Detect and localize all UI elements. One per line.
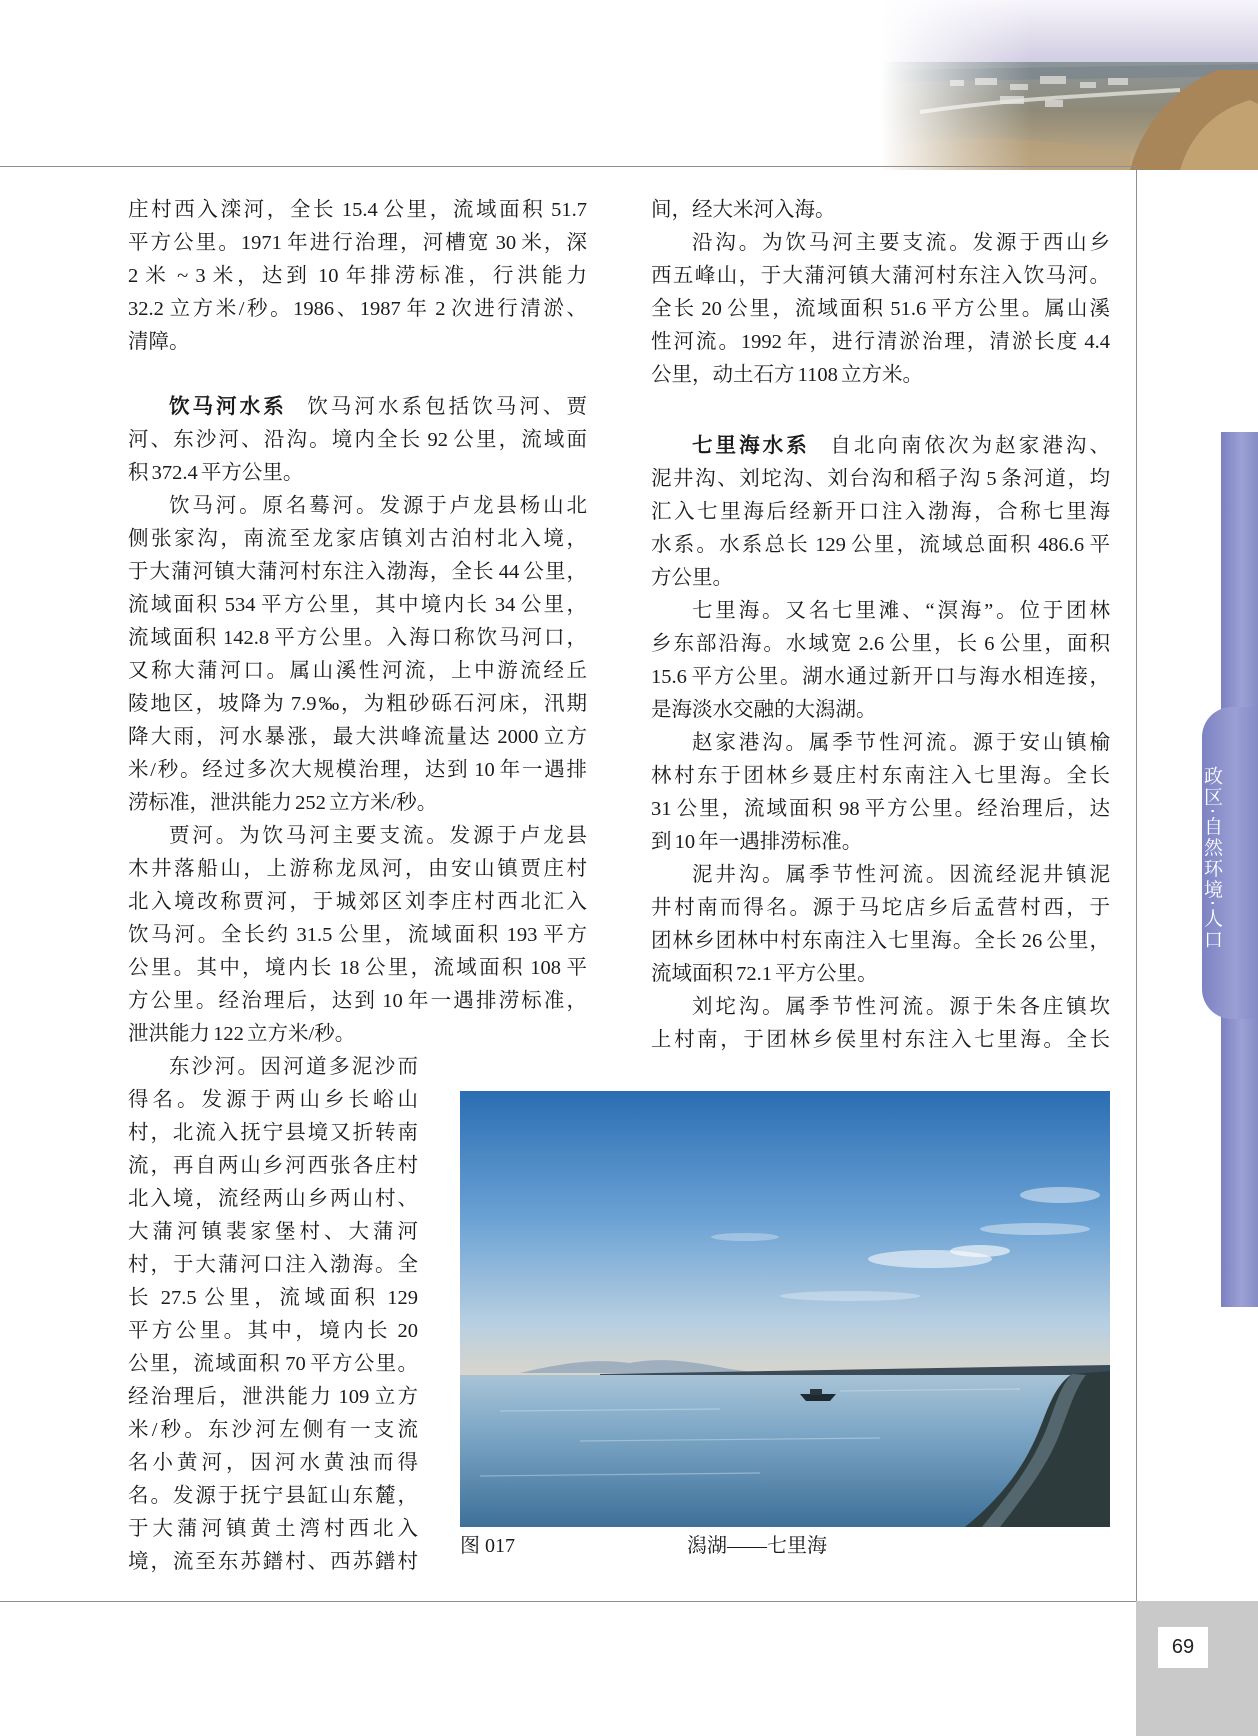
text-line: 方公里。 — [651, 567, 733, 589]
text-line: 流，再自两山乡河西张各庄村 — [128, 1155, 418, 1177]
text-line: 河、东沙河、沿沟。境内全长 92 公里，流域面 — [128, 429, 587, 451]
header-sky — [880, 0, 1258, 72]
text-line: 全长 20 公里，流域面积 51.6 平方公里。属山溪 — [651, 298, 1110, 320]
text-line: 木井落船山，上游称龙凤河，由安山镇贾庄村 — [128, 858, 587, 880]
text-line: 31 公里，流域面积 98 平方公里。经治理后，达 — [651, 798, 1110, 820]
text-line: 陵地区，坡降为 7.9‰，为粗砂砾石河床，汛期 — [128, 693, 587, 715]
text-line: 林村东于团林乡聂庄村东南注入七里海。全长 — [651, 765, 1110, 787]
section-intro-text: 饮马河水系包括饮马河、贾 — [307, 396, 587, 418]
text-line: 公里，流域面积 70 平方公里。 — [128, 1353, 418, 1375]
figure-title: 潟湖——七里海 — [687, 1535, 827, 1557]
text-line: 名。发源于抚宁县缸山东麓， — [128, 1485, 418, 1507]
footer-corner — [1136, 1601, 1258, 1736]
text-line: 于大蒲河镇大蒲河村东注入渤海，全长 44 公里， — [128, 561, 587, 583]
figure-photo — [460, 1091, 1110, 1527]
text-line: 饮马河。全长约 31.5 公里，流域面积 193 平方 — [128, 924, 587, 946]
text-line: 米/秒。经过多次大规模治理，达到 10 年一遇排 — [128, 759, 587, 781]
section-intro-text: 自北向南依次为赵家港沟、 — [830, 435, 1110, 457]
text-line: 流域面积 142.8 平方公里。入海口称饮马河口， — [128, 627, 587, 649]
text-line: 东沙河。因河道多泥沙而 — [169, 1056, 418, 1078]
text-line: 积 372.4 平方公里。 — [128, 462, 304, 484]
text-line: 流域面积 72.1 平方公里。 — [651, 963, 878, 985]
right-text-column — [651, 194, 1110, 1057]
text-line: 长 27.5 公里，流域面积 129 — [128, 1287, 418, 1309]
text-line: 流域面积 534 平方公里，其中境内长 34 公里， — [128, 594, 587, 616]
text-line: 饮马河。原名蓦河。发源于卢龙县杨山北 — [169, 495, 587, 517]
text-line: 沿沟。为饮马河主要支流。发源于西山乡 — [692, 232, 1110, 254]
figure-number: 图 017 — [460, 1535, 515, 1557]
section-tab-label: 政区·自然环境·人口 — [1201, 766, 1223, 951]
text-line: 村，北流入抚宁县境又折转南 — [128, 1122, 418, 1144]
text-line: 性河流。1992 年，进行清淤治理，清淤长度 4.4 — [651, 331, 1110, 353]
text-line: 名小黄河，因河水黄浊而得 — [128, 1452, 418, 1474]
text-line: 泥井沟、刘坨沟、刘台沟和稻子沟 5 条河道，均 — [651, 468, 1110, 490]
rule-right — [1136, 166, 1137, 1601]
text-line: 间，经大米河入海。 — [651, 199, 836, 221]
text-line: 经治理后，泄洪能力 109 立方 — [128, 1386, 418, 1408]
section-heading: 饮马河水系 — [169, 396, 287, 418]
text-line: 15.6 平方公里。湖水通过新开口与海水相连接， — [651, 666, 1110, 688]
text-line: 西五峰山，于大蒲河镇大蒲河村东注入饮马河。 — [651, 265, 1110, 287]
text-line: 北入境改称贾河，于城郊区刘李庄村西北汇入 — [128, 891, 587, 913]
text-line: 刘坨沟。属季节性河流。源于朱各庄镇坎 — [692, 996, 1110, 1018]
section-heading: 七里海水系 — [692, 435, 810, 457]
text-line: 公里。其中，境内长 18 公里，流域面积 108 平 — [128, 957, 587, 979]
paragraph-gap — [128, 359, 587, 391]
text-line: 涝标准，泄洪能力 252 立方米/秒。 — [128, 792, 438, 814]
text-line: 赵家港沟。属季节性河流。源于安山镇榆 — [692, 732, 1110, 754]
text-line: 泄洪能力 122 立方米/秒。 — [128, 1023, 356, 1045]
lagoon-photo-drawing — [460, 1091, 1110, 1527]
text-line: 上村南，于团林乡侯里村东注入七里海。全长 — [651, 1029, 1110, 1051]
paragraph-gap — [651, 392, 1110, 430]
text-line: 侧张家沟，南流至龙家店镇刘古泊村北入境， — [128, 528, 587, 550]
text-line: 贾河。为饮马河主要支流。发源于卢龙县 — [169, 825, 587, 847]
text-line: 大蒲河镇裴家堡村、大蒲河 — [128, 1221, 418, 1243]
text-line: 七里海。又名七里滩、“溟海”。位于团林 — [692, 600, 1110, 622]
rule-bottom — [0, 1601, 1136, 1602]
text-line: 平方公里。1971 年进行治理，河槽宽 30 米，深 — [128, 232, 587, 254]
text-line: 得名。发源于两山乡长峪山 — [128, 1089, 418, 1111]
narrow-text-block — [128, 1051, 418, 1579]
text-line: 北入境，流经两山乡两山村、 — [128, 1188, 418, 1210]
page-number: 69 — [1158, 1627, 1208, 1668]
text-line: 方公里。经治理后，达到 10 年一遇排涝标准， — [128, 990, 587, 1012]
header-landscape-photo — [880, 0, 1258, 170]
section-heading-line — [128, 391, 587, 424]
text-line: 降大雨，河水暴涨，最大洪峰流量达 2000 立方 — [128, 726, 587, 748]
section-heading-line — [651, 430, 1110, 463]
text-line: 水系。水系总长 129 公里，流域总面积 486.6 平 — [651, 534, 1110, 556]
text-line: 汇入七里海后经新开口注入渤海，合称七里海 — [651, 501, 1110, 523]
text-line: 团林乡团林中村东南注入七里海。全长 26 公里， — [651, 930, 1110, 952]
text-line: 泥井沟。属季节性河流。因流经泥井镇泥 — [692, 864, 1110, 886]
text-line: 清障。 — [128, 331, 190, 353]
text-line: 平方公里。其中，境内长 20 — [128, 1320, 418, 1342]
text-line: 庄村西入滦河，全长 15.4 公里，流域面积 51.7 — [128, 199, 587, 221]
text-line: 村，于大蒲河口注入渤海。全 — [128, 1254, 418, 1276]
text-line: 乡东部沿海。水域宽 2.6 公里，长 6 公里，面积 — [651, 633, 1110, 655]
text-line: 米/秒。东沙河左侧有一支流 — [128, 1419, 418, 1441]
text-line: 到 10 年一遇排涝标准。 — [651, 831, 863, 853]
text-line: 公里，动土石方 1108 立方米。 — [651, 364, 923, 386]
text-line: 于大蒲河镇黄土湾村西北入 — [128, 1518, 418, 1540]
header-photo-drawing — [880, 0, 1258, 170]
rule-top — [0, 166, 1136, 167]
text-line: 又称大蒲河口。属山溪性河流，上中游流经丘 — [128, 660, 587, 682]
text-line: 境，流至东苏鐠村、西苏鐠村 — [128, 1551, 418, 1573]
text-line: 是海淡水交融的大潟湖。 — [651, 699, 877, 721]
text-line: 32.2 立方米/秒。1986、1987 年 2 次进行清淤、 — [128, 298, 587, 320]
text-line: 2 米 ~ 3 米，达到 10 年排涝标准，行洪能力 — [128, 265, 587, 287]
text-line: 井村南而得名。源于马坨店乡后孟营村西，于 — [651, 897, 1110, 919]
